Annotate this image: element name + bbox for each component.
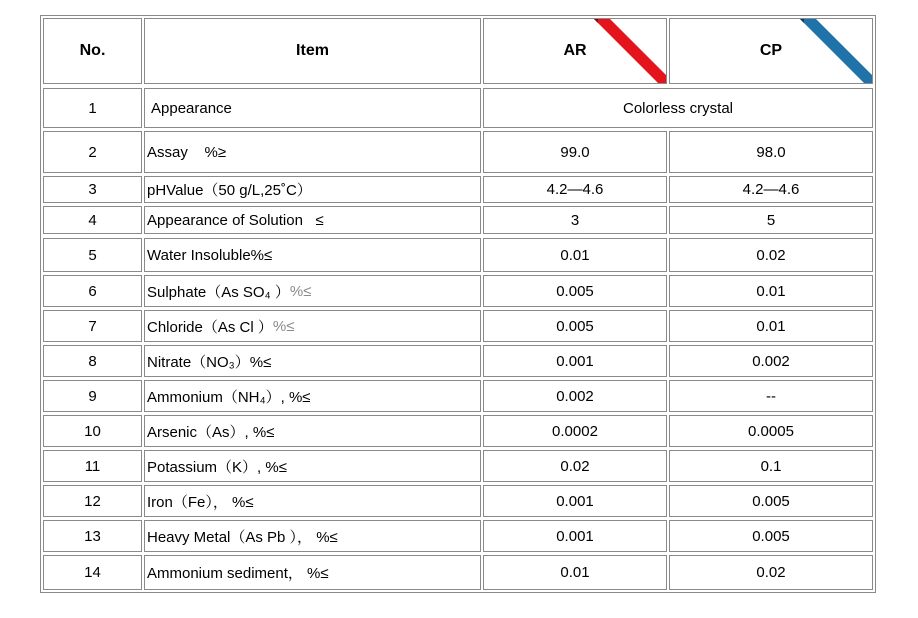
row-9-no [43, 380, 142, 412]
row-14-no [43, 555, 142, 590]
row-cp-text: 0.01 [756, 317, 786, 335]
row-3-ar [483, 176, 667, 203]
row-9-cp [669, 380, 873, 412]
row-ar-text: 0.01 [560, 246, 590, 264]
row-10-ar [483, 415, 667, 447]
row-item-text: Heavy Metal（As Pb ）， %≤ [147, 528, 338, 546]
row-cp-text: 98.0 [756, 143, 786, 161]
header-ar [483, 18, 667, 84]
row-4-ar [483, 206, 667, 234]
header-cp-label: CP [759, 42, 783, 59]
row-3-cp [669, 176, 873, 203]
row-ar-text: 0.01 [560, 564, 590, 581]
row-6-item [144, 275, 481, 307]
row-no-text: 7 [88, 317, 97, 335]
row-no-text: 14 [84, 564, 101, 581]
row-ar-text: 0.001 [556, 492, 594, 510]
row-9-ar [483, 380, 667, 412]
row-cp-text: 0.005 [752, 527, 790, 545]
row-14-cp [669, 555, 873, 590]
row-ar-text: 0.0002 [552, 422, 598, 440]
row-1-no [43, 88, 142, 128]
row-11-item [144, 450, 481, 482]
row-item-text: Iron（Fe）， %≤ [147, 493, 254, 511]
row-item-text: Ammonium（NH₄）, %≤ [147, 388, 311, 406]
row-cp-text: 0.02 [756, 246, 786, 264]
row-ar-text: 4.2—4.6 [546, 181, 604, 198]
row-13-cp [669, 520, 873, 552]
row-no-text: 3 [88, 181, 97, 198]
row-cp-text: 0.0005 [748, 422, 794, 440]
row-5-item [144, 238, 481, 272]
row-cp-text: 5 [766, 211, 776, 229]
row-5-no [43, 238, 142, 272]
row-ar-text: 99.0 [560, 143, 590, 161]
row-no-text: 10 [84, 422, 101, 440]
row-item-text: Potassium（K）, %≤ [147, 458, 287, 476]
row-item-text: Assay %≥ [147, 143, 227, 161]
row-3-item [144, 176, 481, 203]
row-item-text: Appearance [151, 99, 232, 117]
row-12-item [144, 485, 481, 517]
row-cp-text: 4.2—4.6 [742, 181, 800, 198]
row-12-cp [669, 485, 873, 517]
row-4-cp [669, 206, 873, 234]
row-item-text: Nitrate（NO₃）%≤ [147, 353, 272, 371]
row-ar-text: 0.001 [556, 527, 594, 545]
row-11-no [43, 450, 142, 482]
row-4-no [43, 206, 142, 234]
row-item-text: pHValue（50 g/L,25˚C） [147, 182, 312, 199]
row-1-merged-value [483, 88, 873, 128]
row-cp-text: 0.02 [756, 564, 786, 581]
row-5-cp [669, 238, 873, 272]
row-8-ar [483, 345, 667, 377]
header-no-label: No. [79, 42, 106, 59]
header-no [43, 18, 142, 84]
header-item-label: Item [296, 42, 329, 59]
row-13-item [144, 520, 481, 552]
row-item-text: Water Insoluble%≤ [147, 246, 273, 264]
row-12-ar [483, 485, 667, 517]
row-no-text: 8 [88, 352, 97, 370]
row-10-item [144, 415, 481, 447]
row-item-text: Appearance of Solution ≤ [147, 211, 324, 229]
header-cp [669, 18, 873, 84]
row-1-item [144, 88, 481, 128]
row-cp-text: 0.005 [752, 492, 790, 510]
row-7-ar [483, 310, 667, 342]
row-no-text: 4 [88, 211, 97, 229]
row-item-suffix: %≤ [289, 282, 312, 300]
row-no-text: 11 [84, 457, 101, 475]
row-item-text: Ammonium sediment， %≤ [147, 565, 329, 582]
row-13-ar [483, 520, 667, 552]
row-item-text: Sulphate（As SO₄ ） [147, 283, 290, 301]
cp-corner-ribbon [792, 19, 872, 84]
row-2-item [144, 131, 481, 173]
row-ar-text: 3 [570, 211, 580, 229]
row-5-ar [483, 238, 667, 272]
row-14-item [144, 555, 481, 590]
row-2-no [43, 131, 142, 173]
row-no-text: 6 [88, 282, 97, 300]
row-14-ar [483, 555, 667, 590]
row-ar-text: 0.005 [556, 317, 594, 335]
row-8-no [43, 345, 142, 377]
ar-corner-ribbon [586, 19, 666, 84]
row-no-text: 5 [88, 246, 97, 264]
row-2-ar [483, 131, 667, 173]
header-item [144, 18, 481, 84]
row-10-cp [669, 415, 873, 447]
row-item-text: Arsenic（As）, %≤ [147, 423, 275, 441]
row-cp-text: 0.1 [760, 457, 782, 475]
row-no-text: 2 [88, 143, 97, 161]
row-ar-text: 0.001 [556, 352, 594, 370]
row-item-suffix: %≤ [272, 317, 295, 335]
row-10-no [43, 415, 142, 447]
row-8-cp [669, 345, 873, 377]
row-cp-text: -- [766, 387, 776, 405]
row-cp-text: 0.01 [756, 282, 786, 300]
row-6-no [43, 275, 142, 307]
row-11-cp [669, 450, 873, 482]
row-2-cp [669, 131, 873, 173]
row-8-item [144, 345, 481, 377]
row-no-text: 13 [84, 527, 101, 545]
row-no-text: 12 [84, 492, 101, 510]
row-no-text: 9 [88, 387, 97, 405]
row-13-no [43, 520, 142, 552]
row-item-text: Chloride（As Cl ） [147, 318, 273, 336]
row-6-ar [483, 275, 667, 307]
row-no-text: 1 [88, 99, 97, 117]
row-ar-text: 0.02 [560, 457, 590, 475]
row-4-item [144, 206, 481, 234]
row-9-item [144, 380, 481, 412]
row-11-ar [483, 450, 667, 482]
row-ar-text: 0.002 [556, 387, 594, 405]
row-7-cp [669, 310, 873, 342]
row-cp-text: 0.002 [752, 352, 790, 370]
row-12-no [43, 485, 142, 517]
row-3-no [43, 176, 142, 203]
row-merged-text: Colorless crystal [622, 99, 734, 117]
header-ar-label: AR [563, 42, 587, 59]
row-ar-text: 0.005 [556, 282, 594, 300]
row-6-cp [669, 275, 873, 307]
row-7-no [43, 310, 142, 342]
row-7-item [144, 310, 481, 342]
